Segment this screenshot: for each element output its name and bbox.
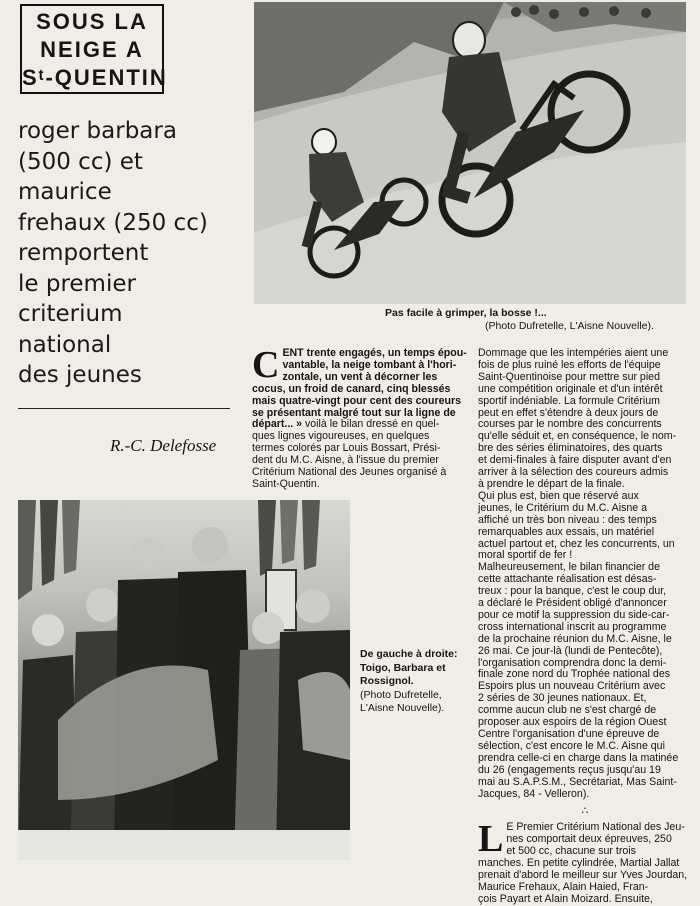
col2-p3-line: treux : pour la banque, c'est le coup dur, — [478, 585, 667, 598]
kicker-line-2: NEIGE A — [40, 37, 144, 62]
headline-line: roger barbara — [18, 118, 177, 144]
photo-podium-group — [18, 500, 350, 860]
col2-p2-line: Qui plus est, bien que réservé aux — [478, 489, 639, 502]
col2-p1-line: Saint-Quentinoise pour mettre sur pied — [478, 370, 660, 383]
col2-p3-line: cette attachante réalisation est désas- — [478, 573, 657, 586]
col2-p3-line: comme aucun club ne s'est chargé de — [478, 704, 657, 717]
caption-line: Rossignol. — [360, 675, 414, 687]
col2-p3-line: l'organisation comprendra donc la demi- — [478, 656, 667, 669]
col2-p1-line: bre des séries éliminatoires, des quarts — [478, 442, 663, 455]
caption-credit-line: (Photo Dufretelle, — [360, 688, 442, 701]
col2-p1-line: arriver à la sélection des coureurs admis — [478, 466, 669, 479]
col2-p3-line: 2 séries de 30 jeunes nationaux. Et, — [478, 692, 647, 705]
col2-p3-line: mai au S.A.P.S.M., Secrétariat, Mas Saint- — [478, 775, 677, 788]
divider — [18, 408, 230, 409]
col2-p3-line: Espoirs plus un nouveau Critérium avec — [478, 680, 666, 693]
col1-line: ques lignes vigoureuses, en quelques — [252, 430, 430, 443]
col1-line: mais quatre-vingt pour cent des coureurs — [252, 394, 461, 407]
col2-p3-line: Jacques, 84 - Velleron). — [478, 787, 590, 800]
col1-line: départ... » — [252, 418, 303, 431]
col1-line: zontale, un vent à décorner les — [282, 370, 438, 383]
col2-p1-line: à prendre le départ de la finale. — [478, 477, 625, 490]
kicker-line-3: Sᵗ-QUENTIN — [22, 65, 168, 90]
caption-line: De gauche à droite: — [360, 648, 458, 660]
col2-p3-line: cross international inscrit au programme — [478, 620, 667, 633]
col2-p3-line: proposer aux espoirs de la région Ouest — [478, 716, 667, 729]
headline-line: frehaux (250 cc) — [18, 209, 208, 236]
article-col-2 — [478, 348, 692, 906]
caption-credit-line: L'Aisne Nouvelle). — [360, 702, 445, 714]
article-col-1 — [252, 344, 467, 491]
dropcap-c: C — [252, 344, 280, 386]
col2-p3-line: Malheureusement, le bilan financier de — [478, 561, 660, 574]
col2-p1-line: sportif indéniable. La formule Critérium — [478, 394, 660, 407]
col2-p3-line: Centre l'organisation d'une épreuve de — [478, 728, 660, 740]
col1-line: ENT trente engagés, un temps épou- — [282, 347, 467, 359]
col2-p2-line: jeunes, le Critérium du M.C. Aisne a — [478, 501, 647, 514]
caption-line: Toigo, Barbara et — [360, 661, 446, 674]
col1-line: termes colorés par Louis Bossart, Prési- — [252, 442, 441, 455]
col2-p1-line: une compétition originale et d'un intérêt — [478, 382, 663, 395]
col2-p2-line: moral sportif de fer ! — [478, 549, 573, 562]
col2-p1-line: qu'elle séduit et, en conséquence, le nom- — [478, 430, 677, 443]
col2-p3-line: 26 mai. Ce jour-là (lundi de Pentecôte), — [478, 644, 663, 657]
col2-p3-line: pour ce motif la suppression du side-car- — [478, 608, 670, 621]
headline-line: des jeunes — [18, 362, 142, 388]
col1-line: vantable, la neige tombant à l'hori- — [282, 358, 457, 371]
podium-photo-illustration — [18, 500, 350, 860]
headline-line: criterium — [18, 301, 123, 327]
col1-line: cocus, un froid de canard, cinq blessés — [252, 382, 451, 395]
col2-p4-line: çois Payart et Alain Moizard. Ensuite, — [478, 892, 653, 905]
col2-p4-line: manches. En petite cylindrée, Martial Jallat — [478, 857, 680, 870]
col2-p4-line: E Premier Critérium National des Jeu- — [506, 821, 685, 834]
motocross-photo-illustration — [254, 2, 686, 304]
headline-line: le premier — [18, 270, 136, 297]
col2-p1-line: et demi-finales à faire disputer avant d'en — [478, 454, 672, 467]
col1-line: dent du M.C. Aisne, à l'issue du premier — [252, 454, 439, 467]
col1-line: Critérium National des Jeunes organisé à — [252, 466, 447, 479]
headline-line: remportent — [18, 240, 149, 266]
photo-motocross-hill — [254, 2, 686, 304]
kicker-box — [20, 4, 168, 94]
col2-p4-line: nes comportait deux épreuves, 250 — [506, 833, 672, 846]
col2-p2-line: affiché un très bon niveau : des temps — [478, 513, 657, 526]
col2-p4-line: Maurice Frehaux, Alain Haied, Fran- — [478, 880, 649, 893]
col2-p3-line: de la prochaine réunion du M.C. Aisne, le — [478, 632, 672, 645]
headline-line: maurice — [18, 179, 112, 205]
col2-p3-line: du 26 (engagements reçus jusqu'au 19 — [478, 763, 661, 776]
headline-line: (500 cc) et — [18, 148, 143, 175]
col2-p3-line: a déclaré le Président obligé d'annoncer — [478, 597, 667, 610]
col2-p3-line: prendra celle-ci en charge dans la matinée — [478, 751, 679, 764]
col1-line: voilà le bilan dressé en quel- — [302, 418, 440, 431]
col2-p4-line: et 500 cc, chacune sur trois — [506, 845, 636, 858]
col2-p1-line: fois de plus ruiné les efforts de l'équipe — [478, 358, 661, 371]
col2-p1-line: peut en effet s'étendre à deux jours de — [478, 406, 659, 419]
col2-p3-line: sélection, c'est encore le M.C. Aisne qui — [478, 739, 665, 752]
headline-line: national — [18, 331, 112, 358]
byline: R.-C. Delefosse — [110, 436, 217, 455]
col1-line: se présentant malgré tout sur la ligne de — [252, 406, 456, 419]
photo-top-caption: Pas facile à grimper, la bosse !... — [385, 307, 547, 319]
col2-p4-line: prenait d'abord le meilleur sur Yves Jourdan, — [478, 868, 688, 881]
col2-p1-line: courses par le nombre des concurrents — [478, 418, 662, 431]
dropcap-l: L — [478, 818, 504, 861]
col2-p3-line: finale zone nord du Trophée national des — [478, 668, 671, 681]
col2-p2-line: actuel partout et, chez les concurrents, un — [478, 537, 675, 550]
photo-bottom-caption — [360, 648, 457, 716]
photo-top-credit: (Photo Dufretelle, L'Aisne Nouvelle). — [485, 320, 654, 332]
kicker-line-1: SOUS LA — [36, 9, 148, 34]
col2-p1-line: Dommage que les intempéries aient une — [478, 347, 669, 359]
headline — [18, 116, 246, 391]
section-separator: ∴ — [581, 805, 589, 818]
col1-line: Saint-Quentin. — [252, 477, 320, 490]
col2-p2-line: remarquables aux essais, un matériel — [478, 525, 655, 538]
